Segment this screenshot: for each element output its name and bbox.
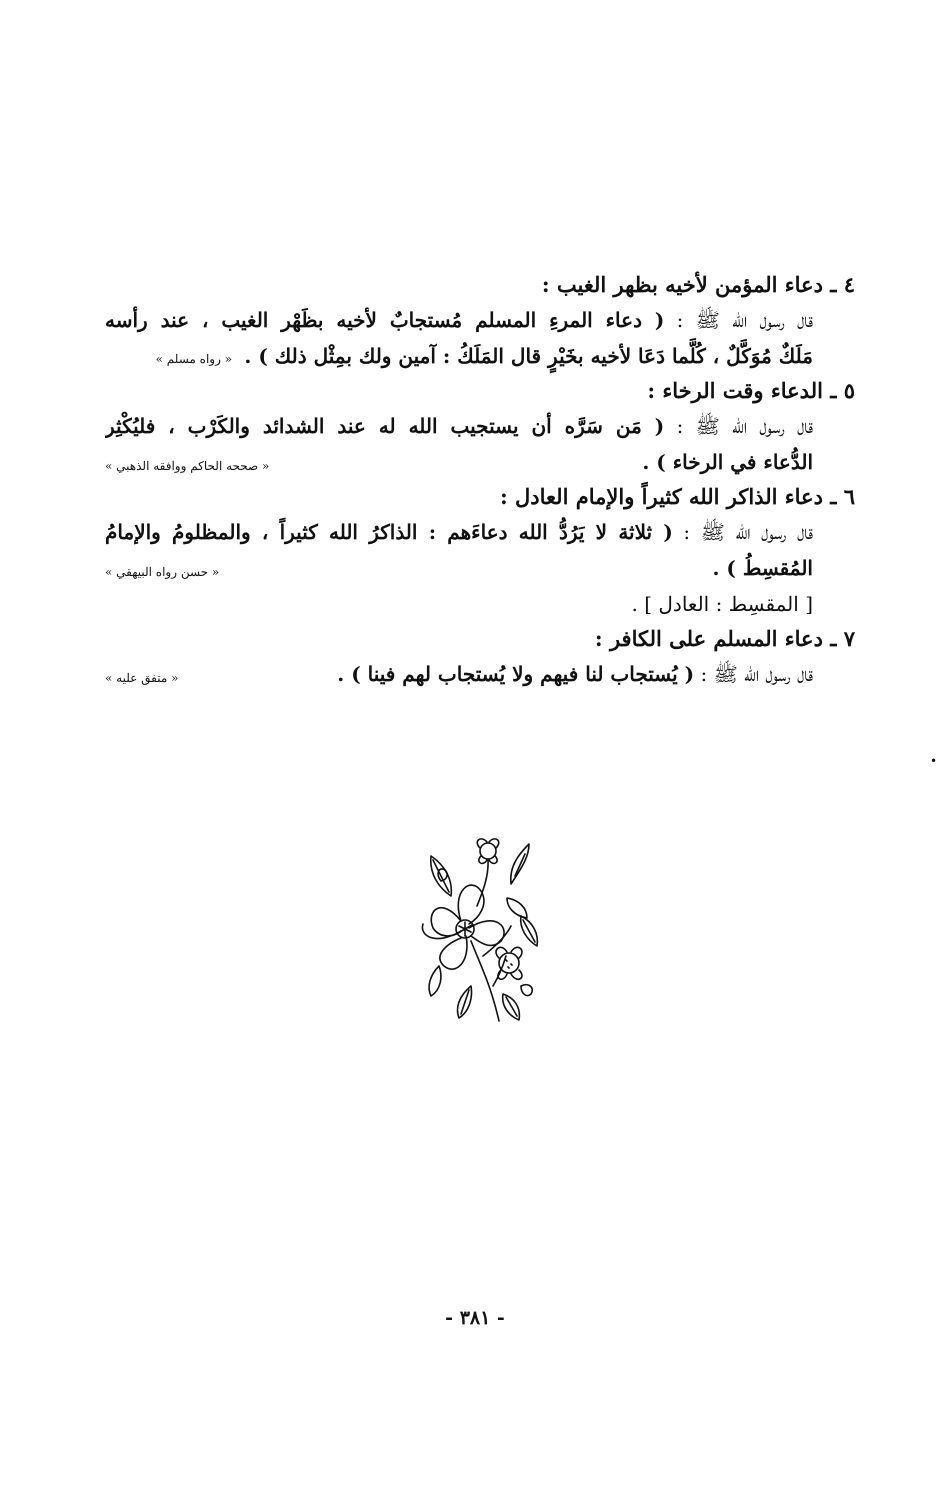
text-line: [105, 514, 813, 550]
hadith-text: مَلَكٌ مُوَكَّلٌ ، كُلَّما دَعَا لأخيه بخَيْرٍ قال المَلَكُ : آمين ولك بمِثْل ذلك ) .: [244, 344, 813, 368]
hadith-source: « رواه مسلم »: [155, 352, 233, 366]
section-5-text: [105, 408, 813, 480]
text-line: [105, 444, 813, 480]
hadith-intro: قال رسول الله ﷺ :: [672, 520, 813, 544]
hadith-intro: قال رسول الله ﷺ :: [664, 414, 813, 438]
section-heading-5: ٥ ـ الدعاء وقت الرخاء :: [647, 378, 855, 403]
text-line: [105, 550, 813, 586]
hadith-text: الدُّعاء في الرخاء ) .: [642, 450, 813, 474]
hadith-intro: قال رسول الله ﷺ :: [694, 662, 813, 686]
hadith-source: « حسن رواه البيهقي »: [105, 565, 220, 579]
hadith-text: ( ثلاثة لا يَرُدُّ الله دعاءَهم : الذاكرُ الله كثيراً ، والمظلومُ والإمامُ: [105, 520, 673, 544]
page-number: - ٣٨١ -: [445, 1307, 505, 1329]
section-heading-6: ٦ ـ دعاء الذاكر الله كثيراً والإمام العادل :: [499, 484, 855, 509]
hadith-text: ( يُستجاب لنا فيهم ولا يُستجاب لهم فينا ) .: [337, 662, 695, 686]
section-heading-4: ٤ ـ دعاء المؤمن لأخيه بظهر الغيب :: [541, 272, 855, 297]
hadith-source: « صححه الحاكم ووافقه الذهبي »: [105, 459, 270, 473]
section-6-text: [105, 514, 813, 622]
text-line: [105, 408, 813, 444]
hadith-intro: قال رسول الله ﷺ :: [664, 308, 813, 332]
flower-ornament-icon: [411, 836, 541, 1031]
document-body: [105, 268, 855, 692]
text-line: [105, 586, 813, 622]
section-4-text: [105, 302, 813, 374]
section-heading-7: ٧ ـ دعاء المسلم على الكافر :: [594, 626, 855, 651]
hadith-text: ( دعاء المرءِ المسلم مُستجابٌ لأخيه بظَهْر الغيب ، عند رأسه: [105, 308, 665, 332]
section-7-text: [105, 656, 813, 692]
scan-speck: •: [930, 754, 938, 768]
glossary-note: [ المقسِط : العادل ] .: [631, 592, 813, 616]
hadith-text: ( مَن سَرَّه أن يستجيب الله له عند الشدائد والكَرْب ، فليُكْثِر: [105, 414, 665, 438]
hadith-source: « متفق عليه »: [105, 671, 179, 685]
text-line: [105, 302, 813, 338]
text-line: [105, 656, 813, 692]
hadith-text: المُقسِطُ ) .: [712, 556, 813, 580]
text-line: [105, 338, 813, 374]
